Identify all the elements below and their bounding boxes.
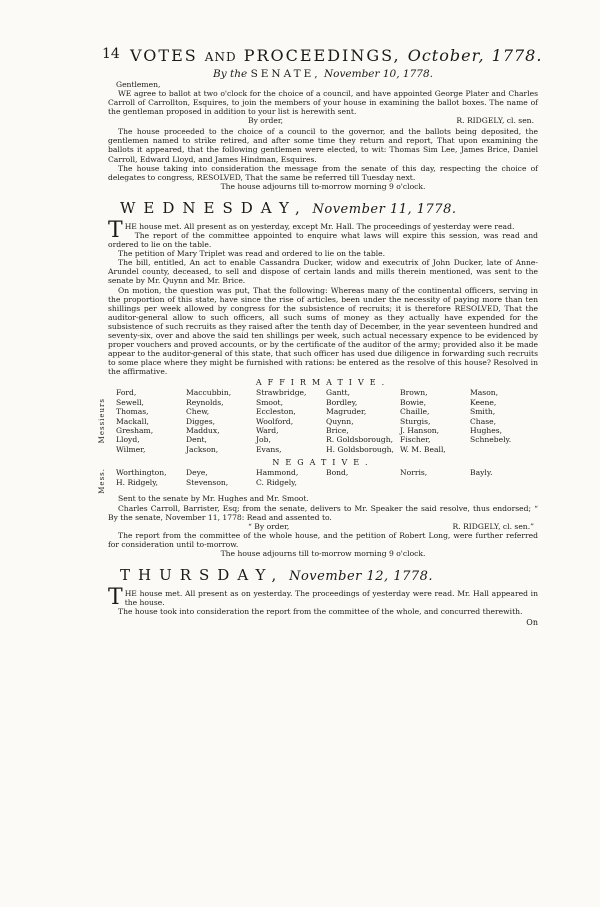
member-name: Bayly. [470,468,493,478]
member-name: Gresham, [116,426,154,436]
senate-signature-row [108,116,538,125]
title-votes: VOTES [130,46,198,65]
wednesday-date: November 11, 1778. [312,201,457,217]
member-name: Reynolds, [186,397,224,407]
council-election-paragraph: The house proceeded to the choice of a council to the governor, and the ballots being deposited, the gentlemen named to strike retired, and after some time they return and report, That upon examining the ballots it appeared, that the following gentlemen were elected, to wit: Thomas Sim Lee, James Brice, Daniel Carroll, Edward Lloyd, and James Hindman, Esquires. [108,127,538,164]
thursday-date: November 12, 1778. [289,568,434,584]
vote-column [470,468,493,477]
running-head [102,46,543,66]
vote-column [256,468,298,487]
negative-table [98,468,538,495]
member-name: Bowie, [400,397,426,407]
member-name: C. Ridgely, [256,477,297,487]
senate-heading-by: By the [213,68,248,80]
member-name: Ward, [256,426,279,436]
thursday-opening-text: HE house met. All present as on yesterday. The proceedings of yesterday were read. Mr. Hall appeared in the house. [124,588,538,607]
page-number: 14 [102,46,120,62]
signature: R. RIDGELY, cl. sen. [456,116,534,126]
title-year: 1778. [491,46,543,65]
member-name: Lloyd, [116,435,140,445]
member-name: Bond, [326,468,349,478]
member-name: W. M. Beall, [400,444,446,454]
member-name: Stevenson, [186,477,229,487]
member-name: Norris, [400,468,428,478]
member-name: Sewell, [116,397,144,407]
member-name: Smith, [470,407,496,417]
senate-heading-senate: SENATE, [250,68,321,80]
member-name: Bordley, [326,397,358,407]
vote-column [326,388,394,454]
catchword: On [526,618,538,628]
wednesday-opening-text: HE house met. All present as on yesterday, except Mr. Hall. The proceedings of yesterday were read. [124,221,515,231]
member-name: Brown, [400,388,428,398]
title-proceedings: PROCEEDINGS, [243,46,401,65]
vote-column [470,388,511,444]
vote-column [326,468,348,477]
member-name: R. Goldsborough, [326,435,394,445]
affirmative-label: AFFIRMATIVE. [255,378,391,388]
member-name: Job, [256,435,271,445]
member-name: Gantt, [326,388,351,398]
member-name: Worthington, [116,468,167,478]
vote-column [116,388,153,454]
salutation: Gentlemen, [116,80,161,89]
thursday-day: THURSDAY, [120,565,285,584]
vote-column [186,468,228,487]
wednesday-day: WEDNESDAY, [120,198,308,217]
member-name: H. Ridgely, [116,477,158,487]
member-name: Maddux, [186,426,220,436]
member-name: Digges, [186,416,216,426]
by-order: By order, [248,116,284,126]
member-name: Evans, [256,444,282,454]
member-name: Schnebely. [470,435,512,445]
report-paragraph: The report from the committee of the whole house, and the petition of Robert Long, were further referred for consideration until to-morrow. [108,530,538,549]
running-title [130,46,542,65]
member-name: H. Goldsborough, [326,444,394,454]
adjourn-line: The house adjourns till to-morrow morning 9 o'clock. [220,548,426,558]
negative-label: NEGATIVE. [272,458,374,468]
member-name: Magruder, [326,407,367,417]
member-name: Eccleston, [256,407,296,417]
vote-column [186,388,231,454]
endorsement-signature-row [108,522,538,531]
vote-column [400,468,427,477]
member-name: Fischer, [400,435,431,445]
member-name: Wilmer, [116,444,146,454]
member-name: Quynn, [326,416,354,426]
mess-label: Mess. [98,468,106,495]
title-month: October, [407,46,485,65]
petition-paragraph: The petition of Mary Triplet was read and ordered to lie on the table. [118,249,386,259]
member-name: Chaille, [400,407,430,417]
endorsement-paragraph: Charles Carroll, Barrister, Esq; from the senate, delivers to Mr. Speaker the said resolve, thus endorsed; “ By the senate, November 11, 1778: Read and assented to. [108,503,538,522]
concurrence-paragraph: The house took into consideration the report from the committee of the whole, and concurred therewith. [118,607,523,617]
senate-heading-date: November 10, 1778. [323,68,433,80]
sent-to-senate-paragraph: Sent to the senate by Mr. Hughes and Mr. Smoot. [118,494,309,504]
member-name: Thomas, [116,407,149,417]
member-name: Strawbridge, [256,388,307,398]
member-name: Keene, [470,397,497,407]
bill-paragraph: The bill, entitled, An act to enable Cassandra Ducker, widow and executrix of John Ducker, late of Anne-Arundel county, deceased, to sell and dispose of certain lands and mills therein mentioned, was sent to the senate by Mr. Quynn and Mr. Brice. [108,258,538,286]
member-name: Dent, [186,435,207,445]
signature: R. RIDGELY, cl. sen.” [452,521,534,531]
vote-column [116,468,167,487]
member-name: Hammond, [256,468,299,478]
member-name: Mason, [470,388,499,398]
thursday-opening [108,584,538,610]
vote-column [256,388,306,454]
dropcap: T [108,217,123,243]
delegates-paragraph: The house taking into consideration the message from the senate of this day, respecting the choice of delegates to congress, RESOLVED, That the same be referred till Tuesday next. [108,163,538,182]
document-page [98,46,543,628]
messieurs-label: Messieurs [98,398,106,444]
senate-heading [108,68,538,80]
by-order: “ By order, [248,521,290,531]
title-and: AND [204,50,237,64]
senate-message-body: WE agree to ballot at two o'clock for the choice of a council, and have appointed George Plater and Charles Carroll of Carrollton, Esquires, to join the members of your house in examining the ballot boxes. The name of the gentleman proposed in addition to your list is herewith sent. [108,89,538,117]
thursday-heading [120,566,538,584]
wednesday-heading [120,199,538,217]
member-name: Deye, [186,468,208,478]
member-name: Mackall, [116,416,149,426]
member-name: Brice, [326,426,349,436]
member-name: Chew, [186,407,210,417]
member-name: Hughes, [470,426,503,436]
member-name: J. Hanson, [400,426,440,436]
affirmative-table [98,388,538,456]
member-name: Jackson, [186,444,219,454]
member-name: Woolford, [256,416,294,426]
committee-report-paragraph: The report of the committee appointed to enquire what laws will expire this session, was read and ordered to lie on the table. [108,230,538,250]
member-name: Sturgis, [400,416,431,426]
member-name: Maccubbin, [186,388,232,398]
member-name: Ford, [116,388,137,398]
dropcap: T [108,584,123,610]
vote-column [400,388,446,454]
motion-paragraph: On motion, the question was put, That the following: Whereas many of the continental officers, serving in the proportion of this state, have since the rise of articles, been under the necessity of paying more than ten shillings per week allowed by congress for the subsistence of recruits; it is therefore RESOLVED, That the auditor-general allow to such officers, all such sums of money as they actually have expended for the subsistence of such recruits as they raised after the tenth day of December, in the year seventeen hundred and seventy-six, over and above the said ten shillings per week, such actual necessary expence to be evidenced by proper vouchers and proved accounts, or by the certificate of the auditor of the army; provided also it be made appear to the auditor-general of this state, that such officer has used due diligence in forwarding such recruits to some place where they might be furnished with rations: be entered as the resolve of this house? Resolved in the affirmative. [108,285,538,377]
member-name: Chase, [470,416,497,426]
adjourn-line: The house adjourns till to-morrow morning 9 o'clock. [220,181,426,191]
member-name: Smoot, [256,397,284,407]
